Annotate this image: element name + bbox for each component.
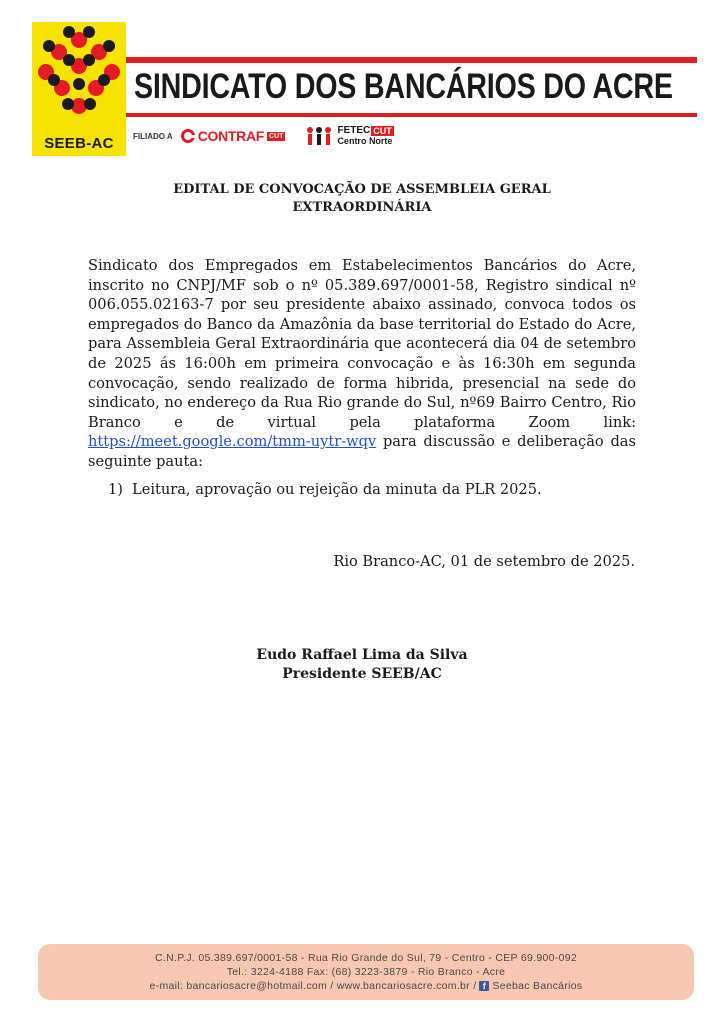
agenda-item-text: Leitura, aprovação ou rejeição da minuta da PLR 2025. bbox=[132, 481, 542, 498]
affiliation-label: FILIADO A bbox=[133, 131, 173, 141]
fetec-tag: CUT bbox=[373, 126, 392, 136]
agenda-list bbox=[108, 480, 638, 500]
place-and-date: Rio Branco-AC, 01 de setembro de 2025. bbox=[333, 553, 635, 570]
footer-web-line bbox=[38, 979, 694, 993]
agenda-item-number: 1) bbox=[108, 481, 123, 498]
notice-title bbox=[60, 181, 664, 217]
affiliation-strip bbox=[133, 121, 394, 151]
signature-block bbox=[60, 646, 664, 684]
seeb-ac-logo bbox=[32, 22, 126, 156]
notice-title-line2: EXTRAORDINÁRIA bbox=[292, 200, 432, 215]
union-people-logo-icon bbox=[32, 22, 126, 134]
facebook-icon: f bbox=[479, 981, 489, 991]
paragraph-text-after-link: para discussão e deliberação das seguinte pauta: bbox=[88, 433, 636, 470]
fetec-region: Centro Norte bbox=[337, 136, 393, 146]
fetec-logo bbox=[305, 126, 393, 146]
notice-title-line1: EDITAL DE CONVOCAÇÃO DE ASSEMBLEIA GERAL bbox=[173, 182, 551, 197]
contraf-name: CONTRAF bbox=[197, 128, 265, 144]
paragraph-text-before-link: Sindicato dos Empregados em Estabelecimentos Bancários do Acre, inscrito no CNPJ/MF sob o nº 05.389.697/0001-58, Registro sindical nº 006.055.02163-7 por seu presidente abaixo assinado, convoca todos os empregados do Banco da Amazônia da base territorial do Estado do Acre, para Assembleia Geral Extraordinária que acontecerá dia 04 de setembro de 2025 ás 16:00h em primeira convocação e às 16:30h em segunda convocação, sendo realizado de forma hibrida, presencial na sede do sindicato, no endereço da Rua Rio grande do Sul, nº69 Bairro Centro, Rio Branco e de virtual pela plataforma Zoom link: bbox=[88, 257, 636, 431]
footer-address-line: C.N.P.J. 05.389.697/0001-58 - Rua Rio Grande do Sul, 79 - Centro - CEP 69.900-092 bbox=[155, 952, 577, 964]
organization-name: SINDICATO DOS BANCÁRIOS DO ACRE bbox=[134, 67, 673, 106]
contraf-tag: CUT bbox=[269, 132, 284, 140]
header-red-band-bottom bbox=[126, 113, 697, 117]
signatory-name: Eudo Raffael Lima da Silva bbox=[256, 647, 468, 663]
fetec-people-icon bbox=[305, 126, 333, 146]
meeting-link[interactable]: https://meet.google.com/tmm-uytr-wqv bbox=[88, 433, 377, 451]
notice-paragraph bbox=[88, 256, 636, 472]
fetec-name: FETEC bbox=[337, 125, 371, 136]
header-red-band-top bbox=[126, 57, 697, 63]
signatory-title: Presidente SEEB/AC bbox=[282, 666, 442, 682]
footer-email-website: e-mail: bancariosacre@hotmail.com / www.bancariosacre.com.br / bbox=[149, 980, 477, 992]
logo-label: SEEB-AC bbox=[44, 135, 114, 152]
footer-phone-line: Tel.: 3224-4188 Fax: (68) 3223-3879 - Rio Branco - Acre bbox=[226, 966, 506, 978]
contraf-ring-icon bbox=[181, 129, 195, 143]
agenda-item bbox=[108, 480, 638, 500]
footer-facebook-page: Seebac Bancários bbox=[492, 980, 583, 992]
footer-contact-box bbox=[38, 944, 694, 1000]
contraf-logo bbox=[181, 128, 286, 144]
